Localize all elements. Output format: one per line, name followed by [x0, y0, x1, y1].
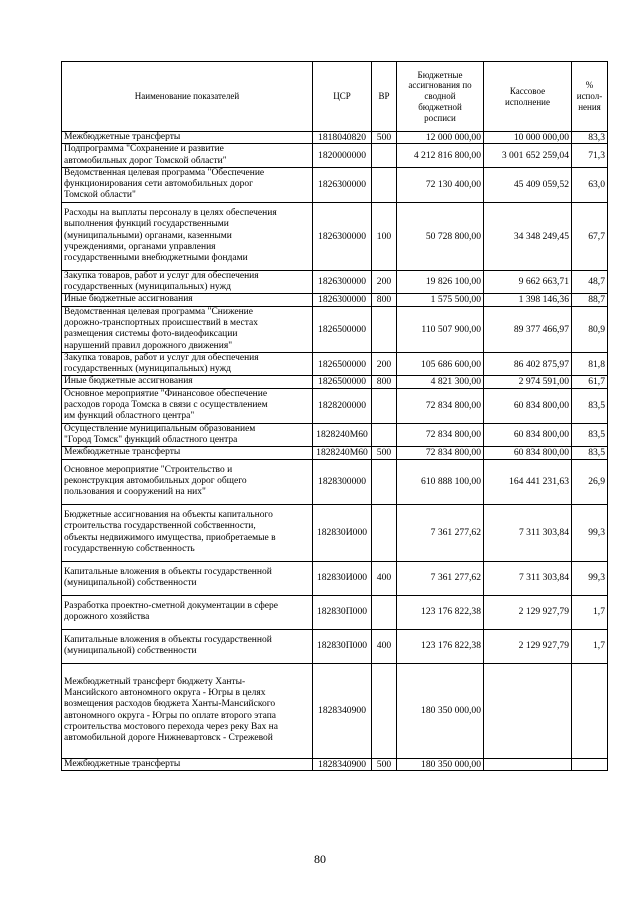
cell-csr: 182830П000: [313, 629, 372, 663]
cell-exec: 2 129 927,79: [484, 629, 572, 663]
cell-csr: 1826300000: [313, 202, 372, 270]
cell-assign: 7 361 277,62: [397, 504, 484, 561]
table-row: [62, 663, 608, 758]
header-assign: Бюджетные ассигнования по сводной бюджетной росписи: [397, 62, 484, 132]
cell-exec: 1 398 146,36: [484, 294, 572, 306]
cell-vr: 500: [372, 447, 397, 459]
cell-exec: 3 001 652 259,04: [484, 144, 572, 168]
cell-name: Разработка проектно-сметной документации в сфере дорожного хозяйства: [62, 595, 313, 629]
cell-vr: [372, 388, 397, 423]
table-row: [62, 202, 608, 270]
cell-pct: 81,8: [572, 352, 608, 376]
cell-assign: 4 821 300,00: [397, 376, 484, 388]
cell-assign: 180 350 000,00: [397, 663, 484, 758]
table-row: [62, 388, 608, 423]
cell-name: Подпрограмма "Сохранение и развитие автомобильных дорог Томской области": [62, 144, 313, 168]
cell-exec: 2 129 927,79: [484, 595, 572, 629]
cell-vr: [372, 595, 397, 629]
cell-exec: 45 409 059,52: [484, 167, 572, 202]
cell-pct: [572, 663, 608, 758]
cell-pct: 99,3: [572, 504, 608, 561]
table-row: [62, 167, 608, 202]
table-row: [62, 561, 608, 595]
cell-name: Иные бюджетные ассигнования: [62, 294, 313, 306]
cell-exec: 89 377 466,97: [484, 306, 572, 352]
cell-vr: 800: [372, 376, 397, 388]
cell-assign: 72 834 800,00: [397, 388, 484, 423]
table-row: [62, 423, 608, 447]
cell-name: Расходы на выплаты персоналу в целях обеспечения выполнения функций государственными (муниципальными) органами, казенными учреждениями, органами управления государственными внебюджетными фондами: [62, 202, 313, 270]
cell-assign: 123 176 822,38: [397, 595, 484, 629]
table-row: [62, 294, 608, 306]
table-row: [62, 447, 608, 459]
cell-exec: [484, 758, 572, 770]
table-row: [62, 758, 608, 770]
table-row: [62, 595, 608, 629]
header-name: Наименование показателей: [62, 62, 313, 132]
cell-vr: 200: [372, 270, 397, 294]
cell-csr: 1826500000: [313, 306, 372, 352]
cell-name: Ведомственная целевая программа "Обеспечение функционирования сети автомобильных дорог Томской области": [62, 167, 313, 202]
cell-assign: 123 176 822,38: [397, 629, 484, 663]
cell-vr: [372, 306, 397, 352]
cell-exec: 34 348 249,45: [484, 202, 572, 270]
cell-assign: 7 361 277,62: [397, 561, 484, 595]
cell-csr: 1826300000: [313, 294, 372, 306]
table-row: [62, 459, 608, 504]
cell-name: Осуществление муниципальным образованием "Город Томск" функций областного центра: [62, 423, 313, 447]
cell-name: Основное мероприятие "Строительство и реконструкция автомобильных дорог общего пользования и сооружений на них": [62, 459, 313, 504]
cell-csr: 1828240М60: [313, 423, 372, 447]
cell-pct: 1,7: [572, 629, 608, 663]
cell-vr: 100: [372, 202, 397, 270]
cell-pct: 83,5: [572, 388, 608, 423]
table-row: [62, 144, 608, 168]
header-pct: % испол- нения: [572, 62, 608, 132]
cell-vr: [372, 144, 397, 168]
cell-exec: 2 974 591,00: [484, 376, 572, 388]
table-row: [62, 270, 608, 294]
cell-assign: 50 728 800,00: [397, 202, 484, 270]
cell-name: Закупка товаров, работ и услуг для обеспечения государственных (муниципальных) нужд: [62, 270, 313, 294]
header-row: [62, 62, 608, 132]
cell-vr: 400: [372, 629, 397, 663]
cell-exec: 60 834 800,00: [484, 447, 572, 459]
cell-vr: [372, 167, 397, 202]
cell-name: Бюджетные ассигнования на объекты капитального строительства государственной собственности, объекты недвижимого имущества, приобретаемые в государственную собственность: [62, 504, 313, 561]
table-row: [62, 629, 608, 663]
cell-exec: 7 311 303,84: [484, 561, 572, 595]
header-csr: ЦСР: [313, 62, 372, 132]
cell-csr: 1828340900: [313, 758, 372, 770]
cell-assign: 72 834 800,00: [397, 447, 484, 459]
cell-name: Межбюджетный трансферт бюджету Ханты- Мансийского автономного округа - Югры в целях возмещения расходов бюджета Ханты-Мансийского автономного округа - Югры по оплате второго этапа строительства мостового перехода через реку Вах на автомобильной дороге Нижневартовск - Стрежевой: [62, 663, 313, 758]
cell-exec: 86 402 875,97: [484, 352, 572, 376]
cell-name: Межбюджетные трансферты: [62, 132, 313, 144]
table-row: [62, 132, 608, 144]
cell-exec: 164 441 231,63: [484, 459, 572, 504]
cell-csr: 1818040820: [313, 132, 372, 144]
cell-pct: 1,7: [572, 595, 608, 629]
cell-assign: 4 212 816 800,00: [397, 144, 484, 168]
cell-exec: 7 311 303,84: [484, 504, 572, 561]
cell-assign: 72 130 400,00: [397, 167, 484, 202]
cell-name: Межбюджетные трансферты: [62, 447, 313, 459]
cell-pct: 99,3: [572, 561, 608, 595]
cell-csr: 1826300000: [313, 167, 372, 202]
table-row: [62, 352, 608, 376]
cell-csr: 1828340900: [313, 663, 372, 758]
cell-exec: 10 000 000,00: [484, 132, 572, 144]
cell-vr: [372, 459, 397, 504]
cell-pct: 48,7: [572, 270, 608, 294]
cell-csr: 182830П000: [313, 595, 372, 629]
cell-assign: 1 575 500,00: [397, 294, 484, 306]
cell-vr: [372, 504, 397, 561]
cell-pct: 71,3: [572, 144, 608, 168]
cell-vr: 200: [372, 352, 397, 376]
cell-assign: 19 826 100,00: [397, 270, 484, 294]
cell-exec: 9 662 663,71: [484, 270, 572, 294]
cell-assign: 180 350 000,00: [397, 758, 484, 770]
cell-vr: 500: [372, 132, 397, 144]
cell-assign: 110 507 900,00: [397, 306, 484, 352]
cell-vr: 500: [372, 758, 397, 770]
cell-vr: 400: [372, 561, 397, 595]
cell-name: Ведомственная целевая программа "Снижение дорожно-транспортных происшествий в местах размещения системы фото-видеофиксации нарушений правил дорожного движения": [62, 306, 313, 352]
cell-vr: [372, 663, 397, 758]
cell-exec: 60 834 800,00: [484, 388, 572, 423]
table-row: [62, 306, 608, 352]
cell-pct: 80,9: [572, 306, 608, 352]
cell-pct: 26,9: [572, 459, 608, 504]
cell-pct: [572, 758, 608, 770]
cell-name: Капитальные вложения в объекты государственной (муниципальной) собственности: [62, 629, 313, 663]
cell-pct: 83,5: [572, 447, 608, 459]
cell-pct: 67,7: [572, 202, 608, 270]
cell-csr: 1826500000: [313, 376, 372, 388]
cell-pct: 63,0: [572, 167, 608, 202]
cell-pct: 83,3: [572, 132, 608, 144]
cell-pct: 83,5: [572, 423, 608, 447]
cell-csr: 1820000000: [313, 144, 372, 168]
cell-csr: 182830И000: [313, 561, 372, 595]
cell-csr: 1828240М60: [313, 447, 372, 459]
cell-csr: 1826500000: [313, 352, 372, 376]
cell-name: Межбюджетные трансферты: [62, 758, 313, 770]
cell-name: Капитальные вложения в объекты государственной (муниципальной) собственности: [62, 561, 313, 595]
cell-assign: 12 000 000,00: [397, 132, 484, 144]
cell-pct: 88,7: [572, 294, 608, 306]
table-row: [62, 376, 608, 388]
cell-assign: 610 888 100,00: [397, 459, 484, 504]
cell-exec: 60 834 800,00: [484, 423, 572, 447]
cell-csr: 1828200000: [313, 388, 372, 423]
header-vr: ВР: [372, 62, 397, 132]
cell-name: Основное мероприятие "Финансовое обеспечение расходов города Томска в связи с осуществлением им функций областного центра": [62, 388, 313, 423]
cell-name: Иные бюджетные ассигнования: [62, 376, 313, 388]
table-row: [62, 504, 608, 561]
cell-csr: 182830И000: [313, 504, 372, 561]
cell-name: Закупка товаров, работ и услуг для обеспечения государственных (муниципальных) нужд: [62, 352, 313, 376]
cell-assign: 72 834 800,00: [397, 423, 484, 447]
cell-pct: 61,7: [572, 376, 608, 388]
cell-assign: 105 686 600,00: [397, 352, 484, 376]
page-number: 80: [314, 852, 326, 866]
header-exec: Кассовое исполнение: [484, 62, 572, 132]
cell-csr: 1828300000: [313, 459, 372, 504]
cell-vr: [372, 423, 397, 447]
cell-csr: 1826300000: [313, 270, 372, 294]
budget-table: [61, 61, 608, 771]
cell-vr: 800: [372, 294, 397, 306]
cell-exec: [484, 663, 572, 758]
